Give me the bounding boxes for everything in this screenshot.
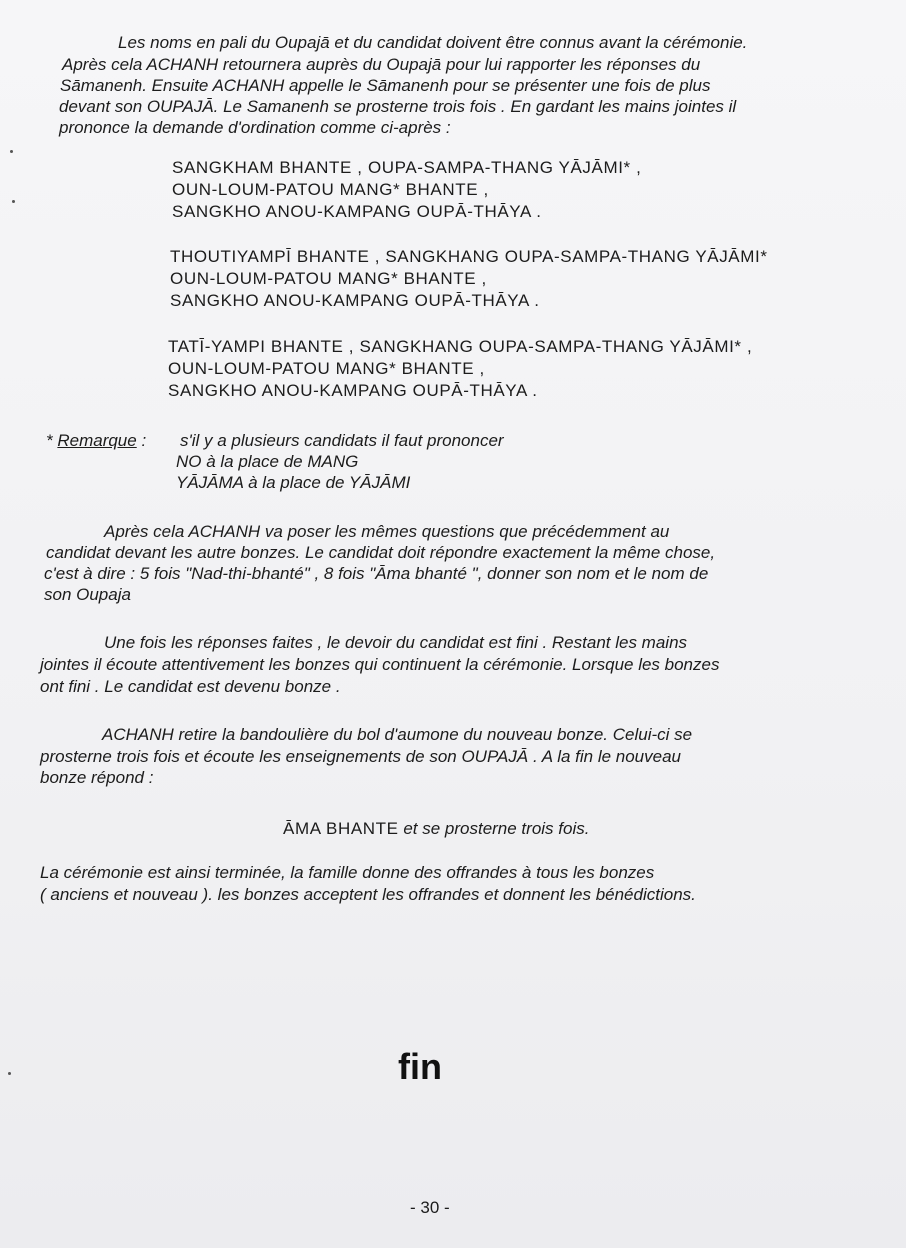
mantra-line: SANGKHO ANOU-KAMPANG OUPĀ-THĀYA . (168, 381, 538, 400)
remark-star: * (46, 431, 58, 450)
remark-label: Remarque (57, 431, 137, 450)
reply-line (283, 818, 589, 840)
scan-speck (8, 1072, 11, 1075)
paragraph-line: Une fois les réponses faites , le devoir du candidat est fini . Restant les mains (104, 633, 688, 652)
paragraph-line: prosterne trois fois et écoute les enseignements de son OUPAJĀ . A la fin le nouveau (40, 747, 682, 766)
intro-line: devant son OUPAJĀ. Le Samanenh se prosterne trois fois . En gardant les mains jointes il (59, 97, 737, 116)
remark-line: NO à la place de MANG (176, 452, 359, 471)
intro-line: prononce la demande d'ordination comme ci-après : (59, 118, 451, 137)
paragraph-line: candidat devant les autre bonzes. Le candidat doit répondre exactement la même chose, (46, 543, 716, 562)
intro-line: Sāmanenh. Ensuite ACHANH appelle le Sāmanenh pour se présenter une fois de plus (60, 76, 711, 95)
paragraph-line: Après cela ACHANH va poser les mêmes questions que précédemment au (104, 522, 670, 541)
remark-line: YĀJĀMA à la place de YĀJĀMI (176, 473, 411, 492)
remark-heading (46, 430, 146, 452)
mantra-block-3 (168, 336, 752, 402)
remark-colon: : (136, 431, 147, 450)
paragraph-line: La cérémonie est ainsi terminée, la famille donne des offrandes à tous les bonzes (40, 863, 655, 882)
mantra-line: THOUTIYAMPĪ BHANTE , SANGKHANG OUPA-SAMPA-THANG YĀJĀMI* (170, 247, 768, 266)
mantra-line: OUN-LOUM-PATOU MANG* BHANTE , (170, 269, 487, 288)
mantra-line: SANGKHO ANOU-KAMPANG OUPĀ-THĀYA . (170, 291, 540, 310)
mantra-block-2 (170, 246, 768, 312)
mantra-line: SANGKHAM BHANTE , OUPA-SAMPA-THANG YĀJĀMI* , (172, 158, 642, 177)
mantra-line: TATĪ-YAMPI BHANTE , SANGKHANG OUPA-SAMPA-THANG YĀJĀMI* , (168, 337, 753, 356)
paragraph-line: son Oupaja (44, 585, 131, 604)
mantra-line: SANGKHO ANOU-KAMPANG OUPĀ-THĀYA . (172, 202, 542, 221)
intro-line: Les noms en pali du Oupajā et du candidat doivent être connus avant la cérémonie. (118, 33, 748, 52)
remark-line: s'il y a plusieurs candidats il faut prononcer (180, 431, 504, 450)
reply-text: et se prosterne trois fois. (398, 819, 590, 838)
paragraph-line: ( anciens et nouveau ). les bonzes acceptent les offrandes et donnent les bénédictions. (40, 885, 696, 904)
reply-mantra: ĀMA BHANTE (283, 819, 399, 838)
page-number: - 30 - (410, 1198, 450, 1217)
mantra-block-1 (172, 157, 641, 223)
mantra-line: OUN-LOUM-PATOU MANG* BHANTE , (172, 180, 489, 199)
paragraph-line: ACHANH retire la bandoulière du bol d'aumone du nouveau bonze. Celui-ci se (102, 725, 693, 744)
end-marker: fin (398, 1046, 442, 1087)
paragraph-line: ont fini . Le candidat est devenu bonze . (40, 677, 341, 696)
mantra-line: OUN-LOUM-PATOU MANG* BHANTE , (168, 359, 485, 378)
scan-speck (12, 200, 15, 203)
paragraph-line: c'est à dire : 5 fois "Nad-thi-bhanté" , 8 fois "Āma bhanté ", donner son nom et le nom de (44, 564, 709, 583)
intro-line: Après cela ACHANH retournera auprès du Oupajā pour lui rapporter les réponses du (62, 55, 701, 74)
paragraph-line: bonze répond : (40, 768, 154, 787)
paragraph-line: jointes il écoute attentivement les bonzes qui continuent la cérémonie. Lorsque les bonzes (40, 655, 720, 674)
scan-speck (10, 150, 13, 153)
